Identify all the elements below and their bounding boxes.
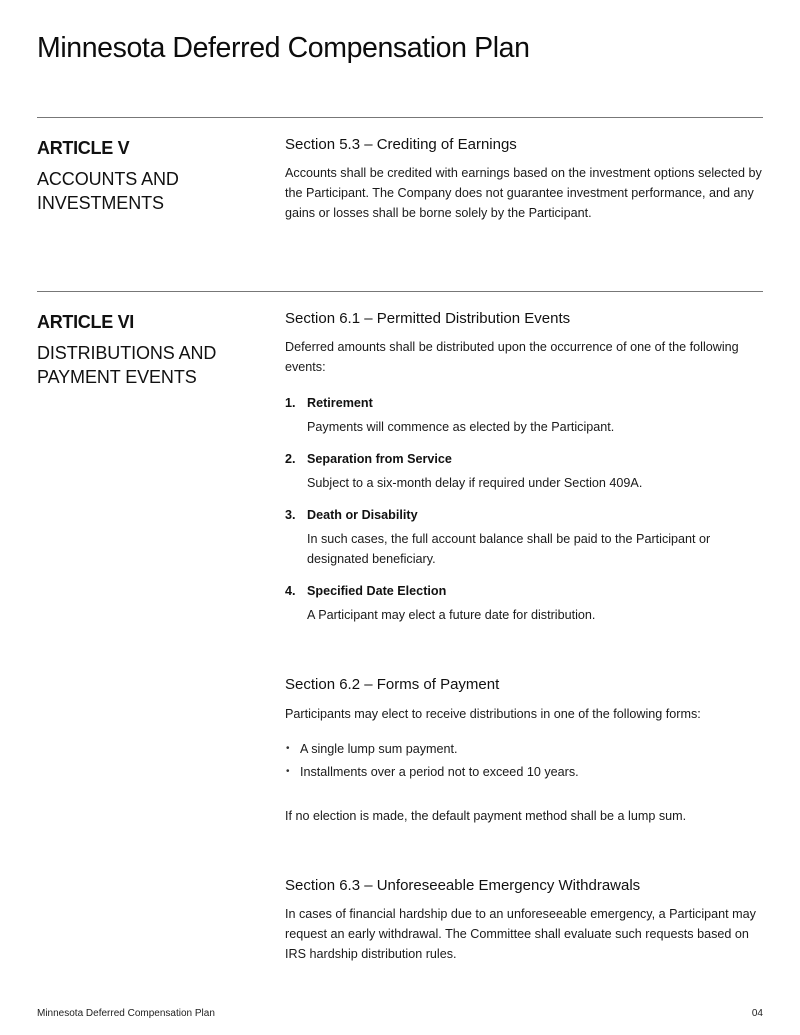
list-item-heading: Retirement	[307, 396, 373, 410]
page-title: Minnesota Deferred Compensation Plan	[37, 32, 530, 64]
section-intro: Deferred amounts shall be distributed upon the occurrence of one of the following events:	[285, 340, 739, 374]
article-content	[285, 310, 763, 961]
article-title-line: ACCOUNTS AND	[37, 169, 179, 189]
list-marker: 2.	[285, 452, 296, 466]
article-title-line: DISTRIBUTIONS AND	[37, 343, 217, 363]
article-title-line: INVESTMENTS	[37, 193, 164, 213]
distribution-events-list	[285, 393, 763, 625]
section-heading: Section 6.3 – Unforeseeable Emergency Withdrawals	[285, 877, 641, 894]
list-item-desc: In such cases, the full account balance shall be paid to the Participant or designated beneficiary.	[307, 532, 711, 566]
footer-title: Minnesota Deferred Compensation Plan	[37, 1008, 215, 1019]
section-heading: Section 5.3 – Crediting of Earnings	[285, 136, 517, 153]
article-heading	[37, 137, 257, 215]
page-number: 04	[751, 1008, 763, 1019]
list-item	[285, 581, 763, 625]
list-item-heading: Death or Disability	[307, 508, 418, 522]
section-body: In cases of financial hardship due to an unforeseeable emergency, a Participant may request an early withdrawal. The Committee shall evaluate such requests based on IRS hardship distribution rules.	[285, 907, 756, 961]
bullet-item	[285, 762, 763, 782]
bullet-text: A single lump sum payment.	[300, 742, 458, 756]
bullet-item	[285, 739, 763, 759]
section-heading: Section 6.1 – Permitted Distribution Events	[285, 310, 571, 327]
list-item-desc: Subject to a six-month delay if required under Section 409A.	[307, 476, 643, 490]
section-6-1	[285, 309, 763, 625]
section-6-2	[285, 675, 763, 826]
section-note: If no election is made, the default payment method shall be a lump sum.	[285, 809, 687, 823]
article-title	[37, 167, 257, 215]
divider	[37, 117, 763, 118]
list-item-desc: A Participant may elect a future date for distribution.	[307, 608, 596, 622]
list-item-heading: Separation from Service	[307, 452, 452, 466]
list-item	[285, 505, 763, 569]
list-item	[285, 393, 763, 437]
article-title	[37, 341, 257, 389]
list-item-desc: Payments will commence as elected by the Participant.	[307, 420, 615, 434]
bullet-icon: •	[286, 766, 290, 777]
article-number: ARTICLE V	[37, 138, 130, 158]
bullet-icon: •	[286, 743, 290, 754]
section-body: Accounts shall be credited with earnings based on the investment options selected by the Participant. The Company does not guarantee investment performance, and any gains or losses shall be borne solely by the Participant.	[285, 166, 762, 220]
list-marker: 1.	[285, 396, 296, 410]
list-marker: 3.	[285, 508, 296, 522]
article-number: ARTICLE VI	[37, 312, 135, 332]
article-content	[285, 137, 763, 223]
article-title-line: PAYMENT EVENTS	[37, 367, 197, 387]
list-marker: 4.	[285, 584, 296, 598]
list-item-heading: Specified Date Election	[307, 584, 447, 598]
section-intro: Participants may elect to receive distributions in one of the following forms:	[285, 707, 701, 721]
section-6-3	[285, 876, 763, 964]
bullet-text: Installments over a period not to exceed 10 years.	[300, 765, 579, 779]
list-item	[285, 449, 763, 493]
payment-forms-list	[285, 739, 763, 782]
section-heading: Section 6.2 – Forms of Payment	[285, 676, 500, 693]
article-heading	[37, 311, 257, 389]
divider	[37, 291, 763, 292]
